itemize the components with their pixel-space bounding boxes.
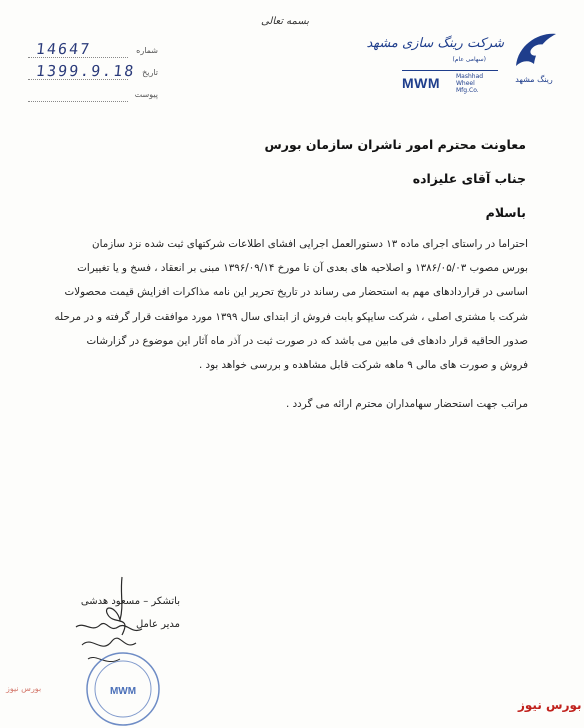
body-line: فروش و صورت های مالی ۹ ماهه شرکت قابل مشاهده و بررسی خواهد بود .: [198, 359, 528, 372]
attachment-label: پیوست: [134, 90, 158, 99]
body-line: شرکت با مشتری اصلی ، شرکت سایپکو بابت فروش از ابتدای سال ۱۳۹۹ مورد موافقت قرار گرفته و در مرحله: [54, 310, 528, 323]
divider: [402, 70, 498, 71]
number-label: شماره: [136, 46, 158, 55]
company-logo: [366, 30, 558, 94]
attachment-field: [28, 84, 168, 106]
body-line: بورس مصوب ۱۳۸۶/۰۵/۰۳ و اصلاحیه های بعدی آن تا مورخ ۱۳۹۶/۰۹/۱۴ مبنی بر انعقاد ، فسخ و یا تغییرات: [77, 262, 528, 275]
letter-meta: [28, 40, 168, 106]
date-field: [28, 62, 168, 84]
number-field: [28, 40, 168, 62]
body-line: اساسی در قراردادهای مهم به استحضار می رساند در تاریخ تحریر این نامه مذاکرات افزایش قیمت محصولات: [64, 286, 528, 299]
recipient-title: معاونت محترم امور ناشران سازمان بورس: [264, 137, 526, 152]
body-line: صدور الحاقیه قرار دادهای فی مابین می باشد که در صورت ثبت در آذر ماه آثار این موضوع در گزارشات: [86, 334, 528, 347]
letter-number: 14647: [35, 40, 93, 58]
watermark-text: بورس نیوز: [518, 698, 582, 712]
letter-date: 1399.9.18: [35, 62, 137, 80]
divider: [28, 79, 128, 80]
body-line: احتراما در راستای اجرای ماده ۱۳ دستورالعمل اجرایی افشای اطلاعات شرکتهای ثبت شده نزد سازمان: [92, 238, 528, 250]
company-type-fa: (سهامی عام): [452, 56, 486, 63]
watermark-logo: بورس نیوز: [6, 684, 42, 693]
divider: [28, 57, 128, 58]
letter-body: [28, 232, 528, 377]
recipient-name: جناب آقای علیزاده: [412, 171, 526, 186]
signer-block: [80, 596, 180, 630]
company-fullname-en: Mashhad Wheel Mfg.Co.: [456, 73, 484, 94]
svg-text:MWM: MWM: [109, 686, 137, 697]
company-name-fa: شرکت رینگ سازی مشهد: [366, 36, 504, 51]
basmala: بسمه تعالی: [260, 16, 310, 27]
signer-name: باتشکر – مسعود هدشی: [80, 596, 180, 607]
svg-text:رینگ مشهد: رینگ مشهد: [515, 75, 553, 84]
signer-title: مدیر عامل: [135, 619, 180, 630]
wheel-logo-icon: [510, 30, 558, 92]
company-name-en: MWM: [402, 75, 441, 91]
date-label: تاریخ: [142, 68, 158, 77]
divider: [28, 101, 128, 102]
closing-line: مراتب جهت استحضار سهامداران محترم ارائه می گردد .: [286, 398, 528, 410]
greeting: باسلام: [485, 205, 526, 220]
company-stamp: [84, 650, 162, 728]
